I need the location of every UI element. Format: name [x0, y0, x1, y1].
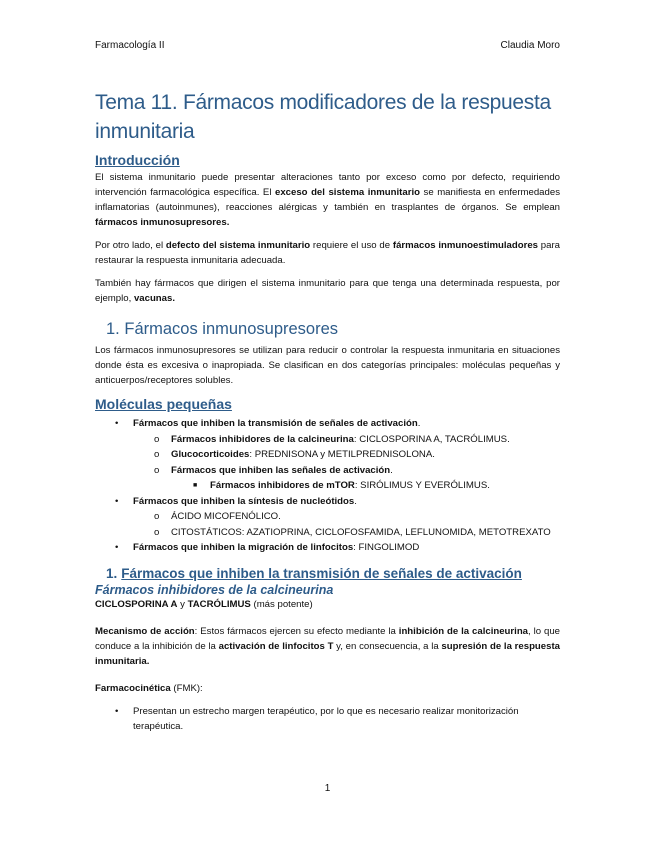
text-run: También hay fármacos que dirigen el sistema inmunitario para que tenga una determinada respuesta, por ejemplo, — [95, 278, 560, 304]
fmk-list — [95, 704, 560, 735]
text-run: y — [177, 598, 188, 610]
bold-text: fármacos inmunosupresores. — [95, 217, 230, 228]
text-run: : CICLOSPORINA A, TACRÓLIMUS. — [353, 433, 510, 445]
bullet-marker: o — [154, 464, 160, 476]
text-run: : Estos fármacos ejercen su efecto mediante la — [194, 625, 399, 637]
bullet-marker: ■ — [193, 482, 198, 489]
page-header — [95, 40, 560, 51]
text-run: , lo que conduce a la inhibición de la — [95, 625, 560, 652]
bold-text: Glucocorticoides — [171, 449, 250, 460]
calcineurin-heading: Fármacos inhibidores de la calcineurina — [95, 582, 334, 597]
bold-text: Fármacos que inhiben la migración de linfocitos — [133, 542, 354, 553]
section-1-title: Fármacos inmunosupresores — [124, 320, 339, 338]
bold-text: Fármacos que inhiben la síntesis de nucleótidos — [133, 495, 355, 507]
bold-text: Fármacos que inhiben las señales de activación — [171, 464, 391, 476]
text-run: : FINGOLIMOD — [353, 542, 420, 553]
text-run: . — [390, 464, 393, 476]
bold-text: Mecanismo de acción — [95, 625, 195, 637]
bold-text: Fármacos inhibidores de mTOR — [210, 480, 355, 491]
list-item — [95, 447, 560, 463]
bold-text: exceso del sistema inmunitario — [275, 187, 420, 198]
list-item — [95, 463, 560, 479]
text-run: . — [354, 495, 357, 507]
intro-paragraph-2 — [95, 238, 560, 268]
intro-heading: Introducción — [95, 152, 180, 168]
list-item — [95, 525, 560, 541]
text-run: y, en consecuencia, a la — [333, 640, 442, 652]
bold-text: supresión de la respuesta inmunitaria. — [95, 640, 560, 667]
text-run: para restaurar la respuesta inmunitaria adecuada. — [95, 240, 560, 266]
document-title: Tema 11. Fármacos modificadores de la respuesta inmunitaria — [95, 91, 551, 143]
bold-text: fármacos inmunoestimuladores — [392, 240, 539, 251]
bold-text: activación de linfocitos T — [218, 640, 334, 652]
text-run: ÁCIDO MICOFENÓLICO. — [171, 511, 281, 522]
bullet-marker: o — [154, 449, 160, 460]
list-item — [95, 494, 560, 510]
bold-text: CICLOSPORINA A — [95, 598, 178, 610]
page-number: 1 — [324, 783, 331, 794]
text-run: : PREDNISONA y METILPREDNISOLONA. — [249, 449, 435, 460]
bold-text: defecto del sistema inmunitario — [165, 240, 311, 251]
section-1-heading — [106, 320, 560, 339]
bold-text: TACRÓLIMUS — [187, 598, 251, 610]
text-run: Por otro lado, el — [95, 240, 166, 251]
bold-text: vacunas. — [133, 293, 176, 304]
fmk-label — [95, 681, 560, 696]
text-run: se manifiesta en enfermedades inflamatorias (autoinmunes), reacciones alérgicas y también en trasplantes de órganos. Se emplean — [95, 187, 560, 213]
list-item — [95, 509, 560, 525]
list-item — [95, 704, 560, 735]
bullet-marker: o — [154, 526, 160, 538]
subsection-title: Fármacos que inhiben la transmisión de señales de activación — [121, 565, 522, 581]
bullet-marker: • — [115, 418, 119, 429]
bold-text: Fármacos que inhiben la transmisión de señales de activación — [133, 418, 418, 429]
section-1-number: 1. — [106, 320, 120, 338]
calcineurin-drugs — [95, 597, 560, 612]
page-content — [95, 88, 560, 735]
text-run: (más potente) — [250, 598, 313, 610]
text-run: : SIRÓLIMUS Y EVERÓLIMUS. — [354, 480, 490, 491]
list-item — [95, 416, 560, 432]
bullet-marker: • — [115, 705, 119, 717]
intro-paragraph-3 — [95, 276, 560, 306]
text-run: CITOSTÁTICOS: AZATIOPRINA, CICLOFOSFAMIDA, LEFLUNOMIDA, METOTREXATO — [171, 526, 551, 538]
small-molecules-heading: Moléculas pequeñas — [95, 396, 232, 412]
bullet-marker: • — [115, 495, 119, 507]
list-item — [95, 478, 560, 494]
small-molecules-list — [95, 416, 560, 556]
list-item — [95, 432, 560, 448]
bullet-marker: • — [115, 542, 119, 553]
bullet-marker: o — [154, 511, 160, 522]
subsection-heading — [106, 566, 560, 581]
text-run: requiere el uso de — [310, 240, 393, 251]
bold-text: Farmacocinética — [95, 682, 171, 694]
text-run: . — [417, 418, 421, 429]
text-run: (FMK): — [170, 682, 203, 694]
bullet-marker: o — [154, 433, 160, 445]
mechanism-paragraph — [95, 624, 560, 669]
section-1-paragraph: Los fármacos inmunosupresores se utilizan para reducir o controlar la respuesta inmunitaria en situaciones donde ésta es excesiva o inapropiada. Se clasifican en dos categorías principales: moléculas pequeñas y anticuerpos/receptores solubles. — [95, 345, 560, 386]
text-run: El sistema inmunitario puede presentar alteraciones tanto por exceso como por defecto, requiriendo intervención farmacológica específica. El — [95, 172, 560, 198]
bold-text: inhibición de la calcineurina — [398, 625, 529, 637]
header-author: Claudia Moro — [500, 40, 560, 51]
list-item — [95, 540, 560, 556]
header-course: Farmacología II — [95, 40, 165, 51]
subsection-number: 1. — [106, 565, 118, 581]
bold-text: Fármacos inhibidores de la calcineurina — [171, 433, 354, 445]
intro-paragraph-1 — [95, 170, 560, 230]
text-run: Presentan un estrecho margen terapéutico, por lo que es necesario realizar monitorización terapéutica. — [133, 705, 519, 732]
